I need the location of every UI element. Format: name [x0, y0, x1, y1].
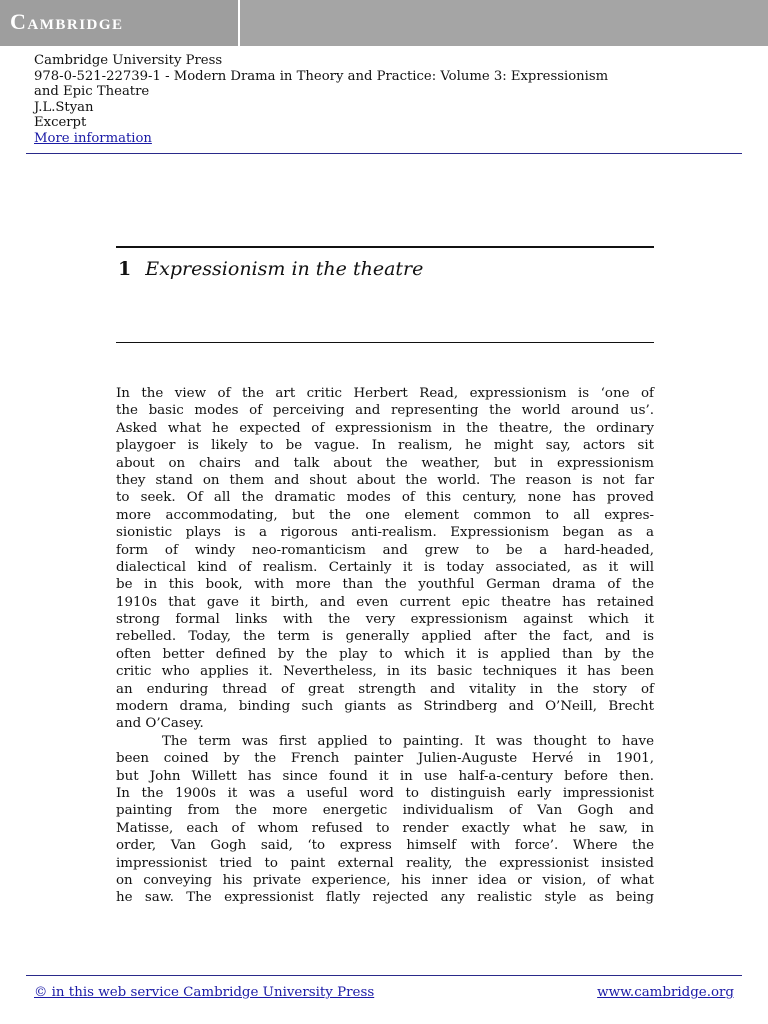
body-line: dialectical kind of realism. Certainly it is today associated, as it will [116, 559, 654, 575]
body-line: he saw. The expressionist flatly rejected any realistic style as being [116, 890, 654, 906]
body-line: The term was first applied to painting. It was thought to have [162, 733, 654, 749]
body-line: 1910s that gave it birth, and even current epic theatre has retained [116, 594, 654, 610]
body-line: but John Willett has since found it in use half-a-century before then. [116, 768, 654, 784]
chapter-title: Expressionism in the theatre [145, 258, 424, 280]
body-line: Matisse, each of whom refused to render exactly what he saw, in [116, 820, 654, 836]
logo-text: Cambridge [10, 9, 124, 34]
body-line: about on chairs and talk about the weather, but in expressionism [116, 455, 654, 471]
body-line: rebelled. Today, the term is generally applied after the fact, and is [116, 629, 654, 645]
excerpt-label: Excerpt [34, 115, 87, 130]
body-line: strong formal links with the very expressionism against which it [116, 612, 654, 628]
body-line: to seek. Of all the dramatic modes of this century, none has proved [116, 490, 654, 506]
body-line: modern drama, binding such giants as Strindberg and O’Neill, Brecht [116, 699, 654, 715]
isbn-title: 978-0-521-22739-1 - Modern Drama in Theory and Practice: Volume 3: Expressionism [34, 68, 609, 84]
body-line: impressionist tried to paint external reality, the expressionist insisted [116, 855, 654, 871]
author-name: J.L.Styan [34, 99, 94, 115]
footer-divider [26, 975, 742, 976]
body-line: painting from the more energetic individualism of Van Gogh and [116, 803, 654, 819]
body-line: and O’Casey. [116, 716, 204, 732]
copyright-link[interactable]: © in this web service Cambridge University Press [34, 985, 375, 1000]
body-line: often better defined by the play to which it is applied than by the [116, 646, 654, 662]
body-line: the basic modes of perceiving and representing the world around us’. [116, 403, 654, 419]
more-information-link[interactable]: More information [34, 130, 152, 146]
body-line: Asked what he expected of expressionism in the theatre, the ordinary [116, 420, 654, 436]
body-line: more accommodating, but the one element common to all expres- [116, 507, 654, 523]
header-divider [26, 153, 742, 154]
publisher-name: Cambridge University Press [34, 53, 223, 68]
chapter-number: 1 [118, 258, 132, 280]
body-text [116, 385, 654, 907]
body-line: an enduring thread of great strength and vitality in the story of [116, 681, 654, 697]
chapter-rule-top [116, 246, 654, 248]
body-line: on conveying his private experience, his inner idea or vision, of what [116, 872, 654, 888]
body-line: critic who applies it. Nevertheless, in its basic techniques it has been [116, 664, 654, 680]
book-metadata [34, 53, 744, 146]
body-line: form of windy neo-romanticism and grew to be a hard-headed, [116, 542, 654, 558]
body-line: In the 1900s it was a useful word to distinguish early impressionist [116, 785, 654, 801]
body-line: been coined by the French painter Julien-Auguste Hervé in 1901, [116, 751, 654, 767]
cambridge-logo [0, 0, 240, 46]
body-line: order, Van Gogh said, ‘to express himself with force’. Where the [116, 838, 654, 854]
body-line: they stand on them and shout about the world. The reason is not far [116, 472, 654, 488]
isbn-title-continued: and Epic Theatre [34, 84, 150, 99]
cambridge-website-link[interactable]: www.cambridge.org [597, 985, 734, 1000]
body-line: In the view of the art critic Herbert Read, expressionism is ‘one of [116, 386, 654, 401]
body-line: playgoer is likely to be vague. In realism, he might say, actors sit [116, 438, 654, 454]
header-band [0, 0, 768, 46]
chapter-rule-bottom [116, 342, 654, 343]
body-line: sionistic plays is a rigorous anti-realism. Expressionism began as a [116, 525, 654, 541]
chapter-heading [118, 258, 423, 280]
body-line: be in this book, with more than the youthful German drama of the [116, 577, 654, 593]
